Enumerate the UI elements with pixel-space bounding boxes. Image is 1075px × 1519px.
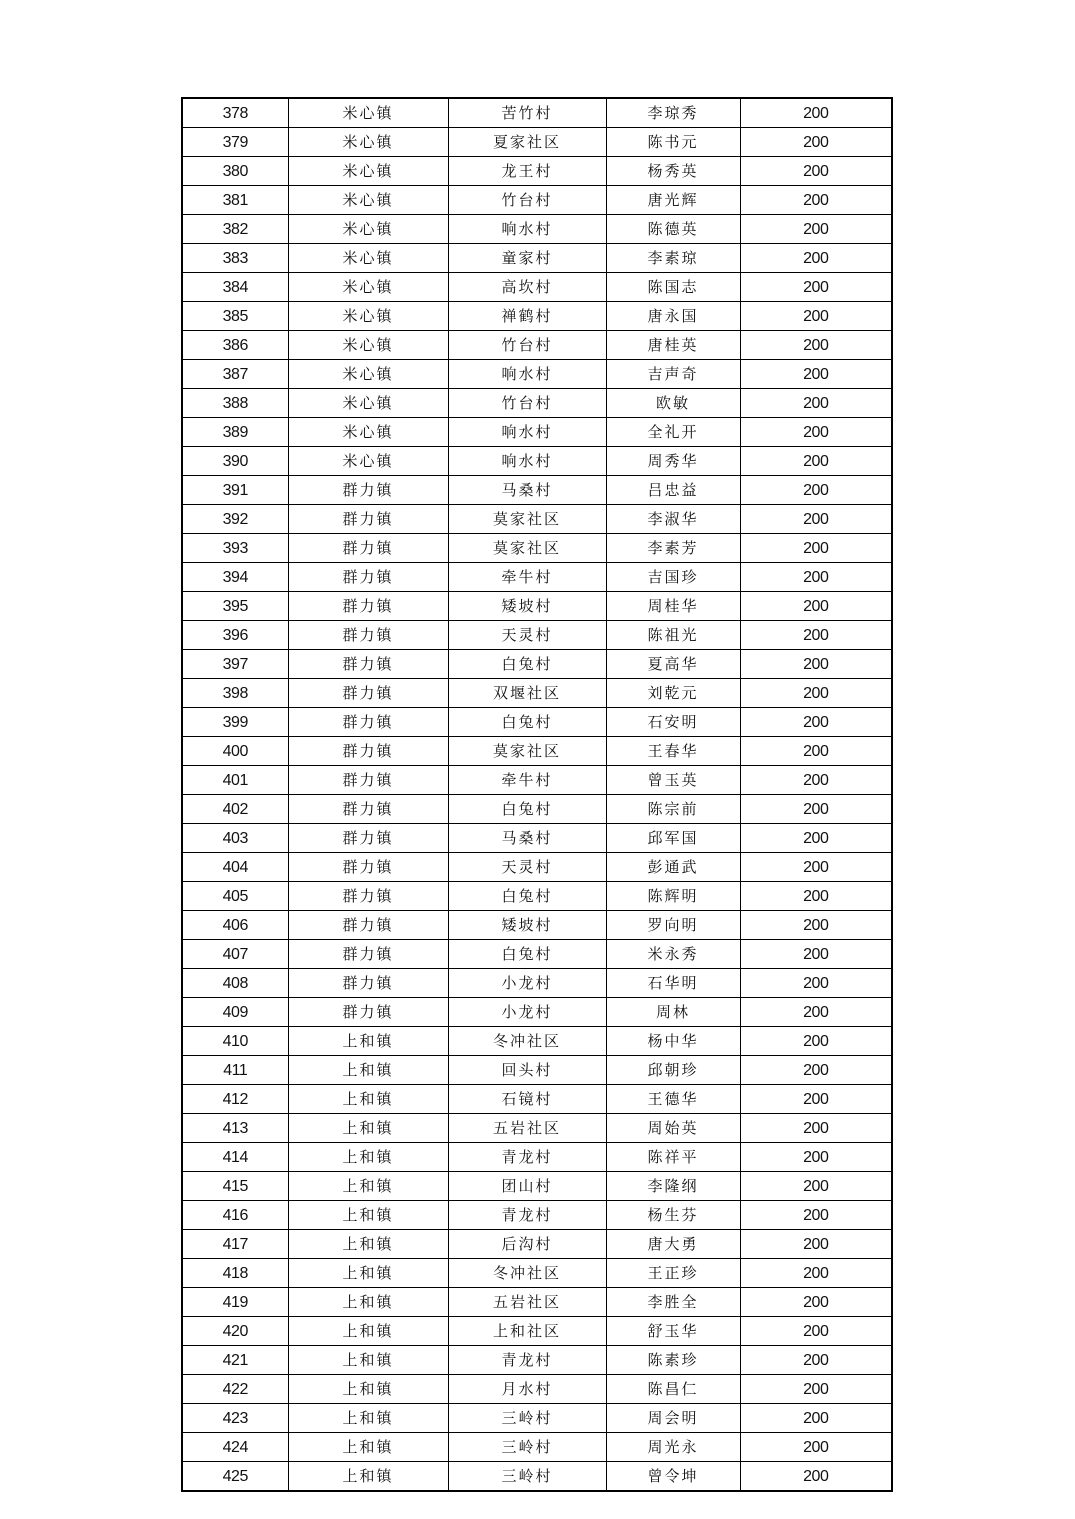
cell-amount: 200 — [740, 882, 892, 911]
cell-person-name: 杨秀英 — [606, 157, 740, 186]
cell-person-name: 吉声奇 — [606, 360, 740, 389]
cell-row-number: 406 — [182, 911, 288, 940]
cell-amount: 200 — [740, 969, 892, 998]
cell-amount: 200 — [740, 708, 892, 737]
cell-village: 响水村 — [448, 418, 606, 447]
table-row — [182, 534, 892, 563]
cell-person-name: 李胜全 — [606, 1288, 740, 1317]
cell-row-number: 402 — [182, 795, 288, 824]
cell-amount: 200 — [740, 1172, 892, 1201]
cell-village: 月水村 — [448, 1375, 606, 1404]
cell-person-name: 刘乾元 — [606, 679, 740, 708]
cell-town: 上和镇 — [288, 1143, 448, 1172]
cell-town: 群力镇 — [288, 592, 448, 621]
cell-person-name: 曾令坤 — [606, 1462, 740, 1492]
cell-row-number: 392 — [182, 505, 288, 534]
cell-row-number: 415 — [182, 1172, 288, 1201]
cell-amount: 200 — [740, 1027, 892, 1056]
cell-amount: 200 — [740, 128, 892, 157]
cell-person-name: 李琼秀 — [606, 98, 740, 128]
cell-village: 后沟村 — [448, 1230, 606, 1259]
cell-row-number: 395 — [182, 592, 288, 621]
cell-person-name: 陈祖光 — [606, 621, 740, 650]
cell-town: 米心镇 — [288, 273, 448, 302]
cell-person-name: 夏高华 — [606, 650, 740, 679]
cell-town: 上和镇 — [288, 1056, 448, 1085]
cell-person-name: 陈昌仁 — [606, 1375, 740, 1404]
cell-town: 米心镇 — [288, 331, 448, 360]
cell-row-number: 425 — [182, 1462, 288, 1492]
cell-amount: 200 — [740, 389, 892, 418]
table-row — [182, 708, 892, 737]
cell-amount: 200 — [740, 1317, 892, 1346]
cell-amount: 200 — [740, 534, 892, 563]
cell-town: 群力镇 — [288, 679, 448, 708]
cell-amount: 200 — [740, 795, 892, 824]
table-row — [182, 476, 892, 505]
cell-person-name: 杨中华 — [606, 1027, 740, 1056]
cell-town: 米心镇 — [288, 389, 448, 418]
cell-village: 响水村 — [448, 360, 606, 389]
cell-row-number: 389 — [182, 418, 288, 447]
table-row — [182, 737, 892, 766]
cell-village: 白兔村 — [448, 795, 606, 824]
cell-person-name: 唐桂英 — [606, 331, 740, 360]
cell-row-number: 382 — [182, 215, 288, 244]
cell-town: 上和镇 — [288, 1259, 448, 1288]
cell-amount: 200 — [740, 998, 892, 1027]
cell-row-number: 388 — [182, 389, 288, 418]
cell-person-name: 陈祥平 — [606, 1143, 740, 1172]
cell-amount: 200 — [740, 302, 892, 331]
table-row — [182, 766, 892, 795]
cell-village: 三岭村 — [448, 1404, 606, 1433]
cell-town: 群力镇 — [288, 824, 448, 853]
table-row — [182, 1462, 892, 1492]
cell-amount: 200 — [740, 824, 892, 853]
table-row — [182, 273, 892, 302]
cell-village: 白兔村 — [448, 882, 606, 911]
cell-village: 小龙村 — [448, 998, 606, 1027]
table-row — [182, 302, 892, 331]
cell-row-number: 381 — [182, 186, 288, 215]
cell-amount: 200 — [740, 418, 892, 447]
cell-row-number: 397 — [182, 650, 288, 679]
cell-row-number: 410 — [182, 1027, 288, 1056]
cell-town: 上和镇 — [288, 1346, 448, 1375]
cell-amount: 200 — [740, 1143, 892, 1172]
cell-amount: 200 — [740, 563, 892, 592]
cell-amount: 200 — [740, 1085, 892, 1114]
cell-village: 冬冲社区 — [448, 1027, 606, 1056]
cell-amount: 200 — [740, 1404, 892, 1433]
cell-village: 三岭村 — [448, 1462, 606, 1492]
cell-town: 上和镇 — [288, 1404, 448, 1433]
cell-village: 响水村 — [448, 215, 606, 244]
cell-town: 米心镇 — [288, 98, 448, 128]
table-row — [182, 853, 892, 882]
cell-amount: 200 — [740, 157, 892, 186]
cell-village: 冬冲社区 — [448, 1259, 606, 1288]
cell-amount: 200 — [740, 1114, 892, 1143]
cell-amount: 200 — [740, 1230, 892, 1259]
cell-row-number: 411 — [182, 1056, 288, 1085]
cell-person-name: 唐永国 — [606, 302, 740, 331]
cell-village: 上和社区 — [448, 1317, 606, 1346]
cell-town: 米心镇 — [288, 186, 448, 215]
cell-amount: 200 — [740, 940, 892, 969]
cell-town: 上和镇 — [288, 1317, 448, 1346]
table-row — [182, 186, 892, 215]
cell-village: 莫家社区 — [448, 534, 606, 563]
cell-row-number: 409 — [182, 998, 288, 1027]
cell-person-name: 陈德英 — [606, 215, 740, 244]
table-row — [182, 1346, 892, 1375]
cell-person-name: 唐大勇 — [606, 1230, 740, 1259]
cell-town: 上和镇 — [288, 1114, 448, 1143]
cell-town: 群力镇 — [288, 737, 448, 766]
cell-row-number: 379 — [182, 128, 288, 157]
cell-amount: 200 — [740, 505, 892, 534]
table-row — [182, 1375, 892, 1404]
table-row — [182, 1230, 892, 1259]
table-row — [182, 969, 892, 998]
cell-town: 群力镇 — [288, 998, 448, 1027]
cell-village: 苦竹村 — [448, 98, 606, 128]
cell-person-name: 周会明 — [606, 1404, 740, 1433]
cell-person-name: 吕忠益 — [606, 476, 740, 505]
cell-amount: 200 — [740, 1288, 892, 1317]
cell-village: 天灵村 — [448, 853, 606, 882]
cell-village: 龙王村 — [448, 157, 606, 186]
table-row — [182, 389, 892, 418]
cell-person-name: 陈书元 — [606, 128, 740, 157]
cell-town: 群力镇 — [288, 766, 448, 795]
cell-person-name: 李淑华 — [606, 505, 740, 534]
cell-amount: 200 — [740, 476, 892, 505]
cell-row-number: 403 — [182, 824, 288, 853]
cell-person-name: 陈素珍 — [606, 1346, 740, 1375]
cell-person-name: 吉国珍 — [606, 563, 740, 592]
cell-row-number: 408 — [182, 969, 288, 998]
cell-person-name: 曾玉英 — [606, 766, 740, 795]
table-row — [182, 244, 892, 273]
cell-row-number: 383 — [182, 244, 288, 273]
cell-town: 群力镇 — [288, 621, 448, 650]
cell-village: 白兔村 — [448, 940, 606, 969]
cell-person-name: 王春华 — [606, 737, 740, 766]
cell-row-number: 398 — [182, 679, 288, 708]
subsidy-table — [181, 97, 893, 1492]
table-row — [182, 1056, 892, 1085]
cell-amount: 200 — [740, 1433, 892, 1462]
cell-row-number: 400 — [182, 737, 288, 766]
cell-row-number: 404 — [182, 853, 288, 882]
cell-amount: 200 — [740, 273, 892, 302]
cell-row-number: 386 — [182, 331, 288, 360]
cell-amount: 200 — [740, 447, 892, 476]
cell-town: 上和镇 — [288, 1201, 448, 1230]
cell-village: 小龙村 — [448, 969, 606, 998]
cell-amount: 200 — [740, 244, 892, 273]
cell-village: 矮坡村 — [448, 911, 606, 940]
cell-town: 米心镇 — [288, 302, 448, 331]
cell-amount: 200 — [740, 737, 892, 766]
cell-town: 米心镇 — [288, 128, 448, 157]
table-row — [182, 215, 892, 244]
cell-person-name: 李素琼 — [606, 244, 740, 273]
table-row — [182, 679, 892, 708]
cell-person-name: 李隆纲 — [606, 1172, 740, 1201]
cell-town: 上和镇 — [288, 1085, 448, 1114]
cell-village: 竹台村 — [448, 389, 606, 418]
cell-row-number: 405 — [182, 882, 288, 911]
cell-amount: 200 — [740, 1346, 892, 1375]
cell-town: 上和镇 — [288, 1433, 448, 1462]
table-row — [182, 592, 892, 621]
cell-person-name: 欧敏 — [606, 389, 740, 418]
cell-amount: 200 — [740, 621, 892, 650]
cell-amount: 200 — [740, 186, 892, 215]
cell-row-number: 422 — [182, 1375, 288, 1404]
cell-village: 回头村 — [448, 1056, 606, 1085]
cell-village: 牵牛村 — [448, 766, 606, 795]
cell-town: 群力镇 — [288, 563, 448, 592]
cell-amount: 200 — [740, 853, 892, 882]
cell-village: 双堰社区 — [448, 679, 606, 708]
cell-row-number: 424 — [182, 1433, 288, 1462]
table-row — [182, 1433, 892, 1462]
cell-village: 夏家社区 — [448, 128, 606, 157]
cell-town: 米心镇 — [288, 244, 448, 273]
cell-town: 群力镇 — [288, 940, 448, 969]
cell-person-name: 陈国志 — [606, 273, 740, 302]
cell-town: 米心镇 — [288, 215, 448, 244]
cell-row-number: 407 — [182, 940, 288, 969]
cell-row-number: 416 — [182, 1201, 288, 1230]
table-row — [182, 505, 892, 534]
cell-town: 上和镇 — [288, 1027, 448, 1056]
cell-row-number: 419 — [182, 1288, 288, 1317]
cell-town: 群力镇 — [288, 534, 448, 563]
table-row — [182, 1317, 892, 1346]
cell-row-number: 417 — [182, 1230, 288, 1259]
cell-village: 三岭村 — [448, 1433, 606, 1462]
cell-village: 团山村 — [448, 1172, 606, 1201]
cell-town: 群力镇 — [288, 911, 448, 940]
cell-person-name: 石安明 — [606, 708, 740, 737]
cell-person-name: 王德华 — [606, 1085, 740, 1114]
cell-amount: 200 — [740, 98, 892, 128]
cell-amount: 200 — [740, 1056, 892, 1085]
cell-village: 白兔村 — [448, 650, 606, 679]
cell-town: 上和镇 — [288, 1462, 448, 1492]
cell-village: 马桑村 — [448, 476, 606, 505]
table-row — [182, 1404, 892, 1433]
table-row — [182, 1114, 892, 1143]
table-row — [182, 1143, 892, 1172]
cell-village: 五岩社区 — [448, 1114, 606, 1143]
cell-row-number: 420 — [182, 1317, 288, 1346]
cell-person-name: 邱朝珍 — [606, 1056, 740, 1085]
cell-person-name: 杨生芬 — [606, 1201, 740, 1230]
cell-village: 青龙村 — [448, 1346, 606, 1375]
cell-town: 群力镇 — [288, 882, 448, 911]
cell-town: 上和镇 — [288, 1288, 448, 1317]
cell-amount: 200 — [740, 766, 892, 795]
cell-town: 米心镇 — [288, 447, 448, 476]
cell-person-name: 米永秀 — [606, 940, 740, 969]
cell-row-number: 380 — [182, 157, 288, 186]
table-row — [182, 650, 892, 679]
cell-person-name: 周桂华 — [606, 592, 740, 621]
cell-village: 竹台村 — [448, 186, 606, 215]
cell-town: 群力镇 — [288, 476, 448, 505]
cell-town: 群力镇 — [288, 505, 448, 534]
cell-amount: 200 — [740, 1259, 892, 1288]
cell-person-name: 邱军国 — [606, 824, 740, 853]
table-row — [182, 824, 892, 853]
cell-row-number: 393 — [182, 534, 288, 563]
table-row — [182, 157, 892, 186]
cell-village: 牵牛村 — [448, 563, 606, 592]
cell-person-name: 王正珍 — [606, 1259, 740, 1288]
table-row — [182, 1027, 892, 1056]
cell-row-number: 412 — [182, 1085, 288, 1114]
cell-village: 竹台村 — [448, 331, 606, 360]
cell-amount: 200 — [740, 360, 892, 389]
table-row — [182, 795, 892, 824]
cell-person-name: 石华明 — [606, 969, 740, 998]
table-row — [182, 1201, 892, 1230]
table-row — [182, 911, 892, 940]
table-row — [182, 940, 892, 969]
cell-village: 童家村 — [448, 244, 606, 273]
cell-person-name: 陈辉明 — [606, 882, 740, 911]
table-row — [182, 1259, 892, 1288]
cell-row-number: 421 — [182, 1346, 288, 1375]
cell-amount: 200 — [740, 1201, 892, 1230]
table-row — [182, 447, 892, 476]
cell-town: 群力镇 — [288, 853, 448, 882]
cell-person-name: 唐光辉 — [606, 186, 740, 215]
cell-town: 米心镇 — [288, 157, 448, 186]
cell-row-number: 384 — [182, 273, 288, 302]
cell-row-number: 418 — [182, 1259, 288, 1288]
table-row — [182, 98, 892, 128]
cell-row-number: 413 — [182, 1114, 288, 1143]
cell-village: 青龙村 — [448, 1201, 606, 1230]
table-row — [182, 418, 892, 447]
cell-person-name: 罗向明 — [606, 911, 740, 940]
cell-person-name: 全礼开 — [606, 418, 740, 447]
cell-amount: 200 — [740, 592, 892, 621]
table-row — [182, 621, 892, 650]
cell-row-number: 390 — [182, 447, 288, 476]
cell-row-number: 423 — [182, 1404, 288, 1433]
cell-town: 群力镇 — [288, 795, 448, 824]
cell-person-name: 周光永 — [606, 1433, 740, 1462]
cell-village: 响水村 — [448, 447, 606, 476]
cell-person-name: 李素芳 — [606, 534, 740, 563]
cell-town: 群力镇 — [288, 650, 448, 679]
cell-town: 上和镇 — [288, 1172, 448, 1201]
table-body — [182, 98, 892, 1491]
cell-amount: 200 — [740, 679, 892, 708]
cell-row-number: 394 — [182, 563, 288, 592]
cell-row-number: 399 — [182, 708, 288, 737]
cell-town: 上和镇 — [288, 1375, 448, 1404]
cell-person-name: 舒玉华 — [606, 1317, 740, 1346]
cell-amount: 200 — [740, 911, 892, 940]
table-row — [182, 331, 892, 360]
cell-row-number: 414 — [182, 1143, 288, 1172]
table-row — [182, 882, 892, 911]
table-row — [182, 1172, 892, 1201]
cell-village: 矮坡村 — [448, 592, 606, 621]
cell-person-name: 周秀华 — [606, 447, 740, 476]
table-row — [182, 128, 892, 157]
table-row — [182, 998, 892, 1027]
cell-amount: 200 — [740, 331, 892, 360]
cell-town: 群力镇 — [288, 969, 448, 998]
table-row — [182, 563, 892, 592]
cell-village: 马桑村 — [448, 824, 606, 853]
table-row — [182, 1085, 892, 1114]
cell-amount: 200 — [740, 215, 892, 244]
table-row — [182, 360, 892, 389]
cell-town: 群力镇 — [288, 708, 448, 737]
cell-row-number: 385 — [182, 302, 288, 331]
cell-row-number: 396 — [182, 621, 288, 650]
cell-village: 莫家社区 — [448, 737, 606, 766]
cell-person-name: 周林 — [606, 998, 740, 1027]
cell-row-number: 378 — [182, 98, 288, 128]
cell-row-number: 391 — [182, 476, 288, 505]
cell-village: 高坎村 — [448, 273, 606, 302]
cell-village: 白兔村 — [448, 708, 606, 737]
cell-village: 石镜村 — [448, 1085, 606, 1114]
cell-row-number: 387 — [182, 360, 288, 389]
cell-amount: 200 — [740, 1375, 892, 1404]
cell-town: 米心镇 — [288, 360, 448, 389]
cell-town: 上和镇 — [288, 1230, 448, 1259]
cell-village: 五岩社区 — [448, 1288, 606, 1317]
table-row — [182, 1288, 892, 1317]
cell-person-name: 陈宗前 — [606, 795, 740, 824]
cell-person-name: 彭通武 — [606, 853, 740, 882]
cell-person-name: 周始英 — [606, 1114, 740, 1143]
cell-row-number: 401 — [182, 766, 288, 795]
cell-amount: 200 — [740, 650, 892, 679]
cell-village: 禅鹤村 — [448, 302, 606, 331]
cell-village: 天灵村 — [448, 621, 606, 650]
cell-town: 米心镇 — [288, 418, 448, 447]
cell-village: 莫家社区 — [448, 505, 606, 534]
cell-village: 青龙村 — [448, 1143, 606, 1172]
cell-amount: 200 — [740, 1462, 892, 1492]
